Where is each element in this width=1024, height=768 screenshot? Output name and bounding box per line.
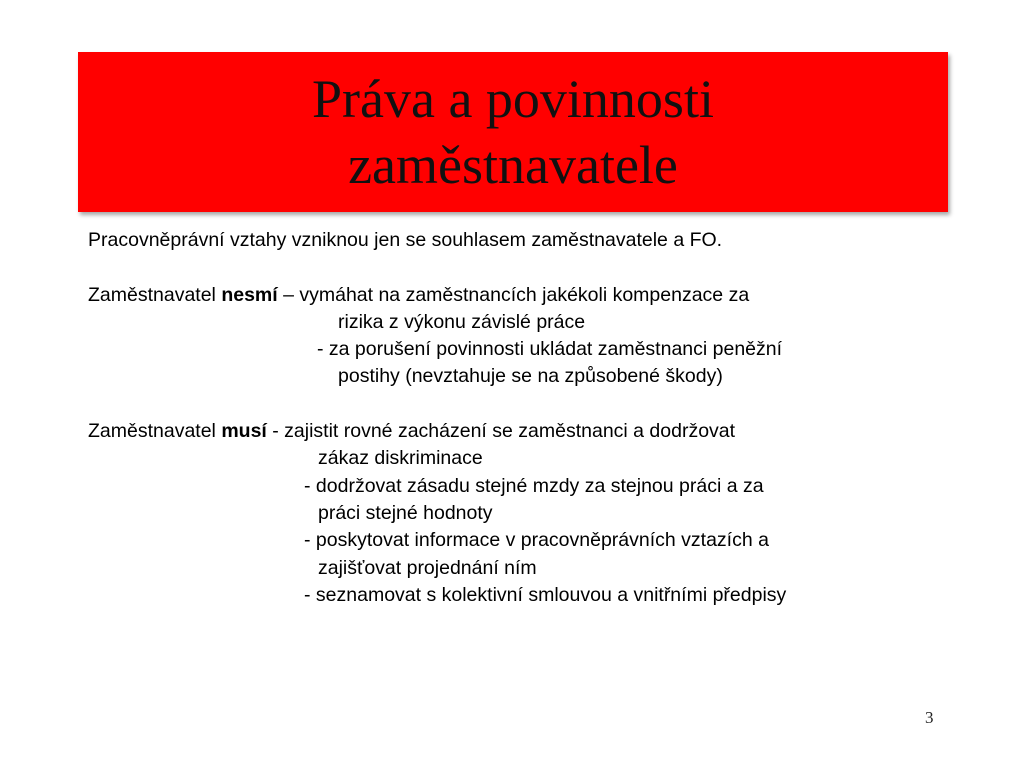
nesmi-keyword: nesmí xyxy=(221,283,278,306)
musi-lead: Zaměstnavatel xyxy=(88,420,222,443)
musi-line-5: zajišťovat projednání ním xyxy=(318,556,537,579)
nesmi-heading-line xyxy=(88,282,988,309)
slide-number: 3 xyxy=(925,708,934,727)
musi-heading-line xyxy=(88,418,988,445)
nesmi-line-3: postihy (nevztahuje se na způsobené škody) xyxy=(338,365,723,388)
musi-rest: - zajistit rovné zacházení se zaměstnanci a dodržovat xyxy=(266,420,736,443)
title-banner xyxy=(78,52,948,212)
musi-line-3: práci stejné hodnoty xyxy=(318,501,493,524)
spacer xyxy=(88,254,988,281)
musi-line-2: - dodržovat zásadu stejné mzdy za stejnou práci a za xyxy=(304,474,764,497)
slide-body xyxy=(88,227,988,609)
musi-line-1: zákaz diskriminace xyxy=(318,447,483,470)
nesmi-line-2: - za porušení povinnosti ukládat zaměstnanci peněžní xyxy=(317,338,783,361)
nesmi-lead: Zaměstnavatel xyxy=(88,283,222,306)
nesmi-rest: – vymáhat na zaměstnancích jakékoli kompenzace za xyxy=(277,283,750,306)
spacer xyxy=(88,391,988,418)
intro-text: Pracovněprávní vztahy vzniknou jen se souhlasem zaměstnavatele a FO. xyxy=(88,229,723,251)
title-line-2: zaměstnavatele xyxy=(348,135,678,195)
nesmi-line-1: rizika z výkonu závislé práce xyxy=(338,310,586,333)
musi-line-6: - seznamovat s kolektivní smlouvou a vnitřními předpisy xyxy=(304,583,787,606)
musi-line-4: - poskytovat informace v pracovněprávních vztazích a xyxy=(304,529,769,552)
title-line-1: Práva a povinnosti xyxy=(312,69,714,129)
musi-keyword: musí xyxy=(221,420,267,443)
